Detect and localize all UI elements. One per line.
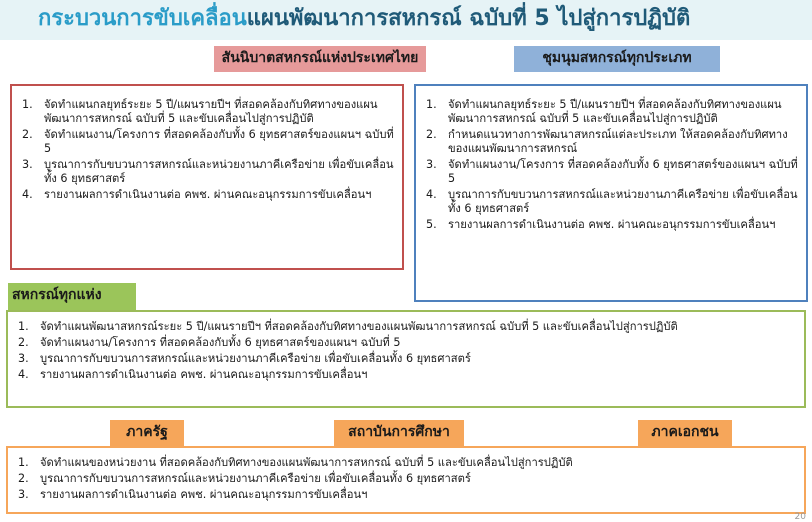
title-part1: กระบวนการขับเคลื่อน xyxy=(38,6,247,31)
list-item xyxy=(14,456,796,470)
league-box xyxy=(10,84,404,270)
item-number: 4. xyxy=(426,188,437,201)
list-item xyxy=(422,128,798,156)
list-item xyxy=(14,368,796,382)
all-coops-list xyxy=(14,320,796,382)
list-item xyxy=(18,98,394,126)
item-text: รายงานผลการดำเนินงานต่อ คพช. ผ่านคณะอนุกรรมการขับเคลื่อนฯ xyxy=(44,188,372,201)
item-text: จัดทำแผนกลยุทธ์ระยะ 5 ปี/แผนรายปีฯ ที่สอดคล้องกับทิศทางของแผนพัฒนาการสหกรณ์ ฉบับที่ 5 และขับเคลื่อนไปสู่การปฏิบัติ xyxy=(448,98,782,125)
list-item xyxy=(14,320,796,334)
item-number: 2. xyxy=(18,472,29,485)
partners-list xyxy=(14,456,796,502)
item-number: 4. xyxy=(22,188,33,201)
item-text: บูรณาการกับขบวนการสหกรณ์และหน่วยงานภาคีเครือข่าย เพื่อขับเคลื่อนทั้ง 6 ยุทธศาสตร์ xyxy=(40,352,471,365)
list-item xyxy=(422,188,798,216)
assembly-list xyxy=(422,98,798,232)
item-text: จัดทำแผนกลยุทธ์ระยะ 5 ปี/แผนรายปีฯ ที่สอดคล้องกับทิศทางของแผนพัฒนาการสหกรณ์ ฉบับที่ 5 และขับเคลื่อนไปสู่การปฏิบัติ xyxy=(44,98,378,125)
item-text: บูรณาการกับขบวนการสหกรณ์และหน่วยงานภาคีเครือข่าย เพื่อขับเคลื่อนทั้ง 6 ยุทธศาสตร์ xyxy=(40,472,471,485)
item-number: 1. xyxy=(426,98,437,111)
league-label: สันนิบาตสหกรณ์แห่งประเทศไทย xyxy=(214,46,426,72)
item-text: บูรณาการกับขบวนการสหกรณ์และหน่วยงานภาคีเครือข่าย เพื่อขับเคลื่อนทั้ง 6 ยุทธศาสตร์ xyxy=(448,188,798,215)
item-number: 2. xyxy=(18,336,29,349)
item-number: 3. xyxy=(18,352,29,365)
list-item xyxy=(18,158,394,186)
list-item xyxy=(422,218,798,232)
list-item xyxy=(14,472,796,486)
item-number: 1. xyxy=(18,456,29,469)
list-item xyxy=(14,352,796,366)
item-number: 3. xyxy=(426,158,437,171)
list-item xyxy=(14,488,796,502)
partners-box xyxy=(6,446,806,514)
item-text: รายงานผลการดำเนินงานต่อ คพช. ผ่านคณะอนุกรรมการขับเคลื่อนฯ xyxy=(448,218,776,231)
item-number: 1. xyxy=(18,320,29,333)
list-item xyxy=(422,158,798,186)
item-text: จัดทำแผนงาน/โครงการ ที่สอดคล้องกับทั้ง 6 ยุทธศาสตร์ของแผนฯ ฉบับที่ 5 xyxy=(40,336,401,349)
list-item xyxy=(14,336,796,350)
gov-label: ภาครัฐ xyxy=(110,420,184,446)
private-label: ภาคเอกชน xyxy=(638,420,732,446)
item-text: จัดทำแผนพัฒนาสหกรณ์ระยะ 5 ปี/แผนรายปีฯ ที่สอดคล้องกับทิศทางของแผนพัฒนาการสหกรณ์ ฉบับที่ 5 และขับเคลื่อนไปสู่การปฏิบัติ xyxy=(40,320,678,333)
league-list xyxy=(18,98,394,202)
all-coops-box xyxy=(6,310,806,408)
title-part2: แผนพัฒนาการสหกรณ์ ฉบับที่ 5 ไปสู่การปฏิบัติ xyxy=(246,6,691,31)
item-text: จัดทำแผนงาน/โครงการ ที่สอดคล้องกับทั้ง 6 ยุทธศาสตร์ของแผนฯ ฉบับที่ 5 xyxy=(44,128,394,155)
item-text: จัดทำแผนงาน/โครงการ ที่สอดคล้องกับทั้ง 6 ยุทธศาสตร์ของแผนฯ ฉบับที่ 5 xyxy=(448,158,798,185)
page-number: 20 xyxy=(794,512,806,522)
item-number: 5. xyxy=(426,218,437,231)
education-label: สถาบันการศึกษา xyxy=(334,420,464,446)
item-number: 3. xyxy=(22,158,33,171)
item-number: 2. xyxy=(22,128,33,141)
item-number: 1. xyxy=(22,98,33,111)
assembly-label: ชุมนุมสหกรณ์ทุกประเภท xyxy=(514,46,720,72)
all-coops-label: สหกรณ์ทุกแห่ง xyxy=(8,283,136,310)
assembly-box xyxy=(414,84,808,302)
list-item xyxy=(18,128,394,156)
item-text: จัดทำแผนของหน่วยงาน ที่สอดคล้องกับทิศทางของแผนพัฒนาการสหกรณ์ ฉบับที่ 5 และขับเคลื่อนไปสู่การปฏิบัติ xyxy=(40,456,573,469)
item-number: 2. xyxy=(426,128,437,141)
item-text: บูรณาการกับขบวนการสหกรณ์และหน่วยงานภาคีเครือข่าย เพื่อขับเคลื่อนทั้ง 6 ยุทธศาสตร์ xyxy=(44,158,394,185)
item-text: กำหนดแนวทางการพัฒนาสหกรณ์แต่ละประเภท ให้สอดคล้องกับทิศทางของแผนพัฒนาการสหกรณ์ xyxy=(448,128,788,155)
item-number: 4. xyxy=(18,368,29,381)
list-item xyxy=(18,188,394,202)
item-number: 3. xyxy=(18,488,29,501)
page-title xyxy=(38,4,808,34)
item-text: รายงานผลการดำเนินงานต่อ คพช. ผ่านคณะอนุกรรมการขับเคลื่อนฯ xyxy=(40,368,368,381)
item-text: รายงานผลการดำเนินงานต่อ คพช. ผ่านคณะอนุกรรมการขับเคลื่อนฯ xyxy=(40,488,368,501)
list-item xyxy=(422,98,798,126)
